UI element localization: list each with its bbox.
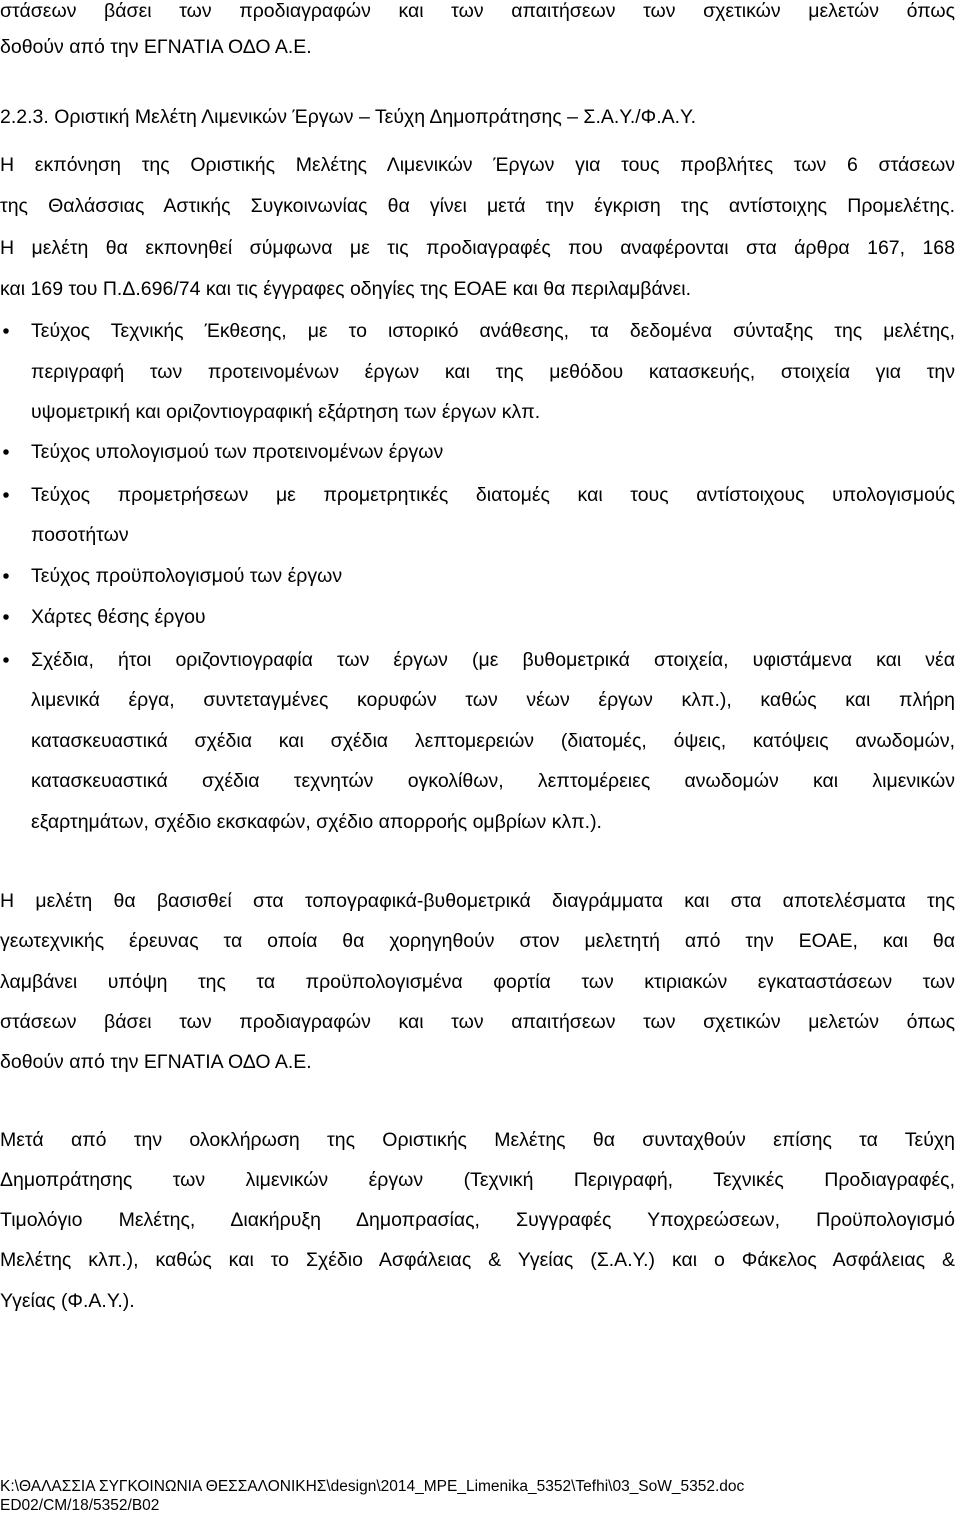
list-item: Σχέδια, ήτοι οριζοντιογραφία των έργων (με βυθομετρικά στοιχεία, υφιστάμενα και νέα	[31, 649, 955, 671]
list-item-cont: λιμενικά έργα, συντεταγμένες κορυφών των νέων έργων κλπ.), καθώς και πλήρη	[31, 689, 955, 711]
bullet-icon	[3, 614, 9, 620]
list-item: Τεύχος Τεχνικής Έκθεσης, με το ιστορικό ανάθεσης, τα δεδομένα σύνταξης της μελέτης,	[31, 320, 955, 342]
list-item-cont: εξαρτημάτων, σχέδιο εκσκαφών, σχέδιο απορροής ομβρίων κλπ.).	[31, 811, 602, 833]
list-item-cont: κατασκευαστικά σχέδια τεχνητών ογκολίθων, λεπτομέρειες ανωδομών και λιμενικών	[31, 770, 955, 792]
text-line: δοθούν από την ΕΓΝΑΤΙΑ ΟΔΟ Α.Ε.	[0, 1051, 312, 1073]
text-line: Τιμολόγιο Μελέτης, Διακήρυξη Δημοπρασίας, Συγγραφές Υποχρεώσεων, Προϋπολογισμό	[0, 1209, 955, 1231]
list-item-cont: υψομετρική και οριζοντιογραφική εξάρτηση των έργων κλπ.	[31, 401, 541, 423]
bullet-icon	[3, 328, 9, 334]
list-item-cont: ποσοτήτων	[31, 524, 129, 546]
text-line: στάσεων βάσει των προδιαγραφών και των απαιτήσεων των σχετικών μελετών όπως	[0, 0, 955, 22]
bullet-icon	[3, 449, 9, 455]
list-item: Τεύχος υπολογισμού των προτεινομένων έργων	[31, 441, 444, 463]
bullet-icon	[3, 573, 9, 579]
list-item: Τεύχος προμετρήσεων με προμετρητικές διατομές και τους αντίστοιχους υπολογισμούς	[31, 484, 955, 506]
text-line: Η εκπόνηση της Οριστικής Μελέτης Λιμενικών Έργων για τους προβλήτες των 6 στάσεων	[0, 154, 955, 176]
text-line: λαμβάνει υπόψη της τα προϋπολογισμένα φορτία των κτιριακών εγκαταστάσεων των	[0, 971, 955, 993]
text-line: Η μελέτη θα εκπονηθεί σύμφωνα με τις προδιαγραφές που αναφέρονται στα άρθρα 167, 168	[0, 237, 955, 259]
list-item-cont: κατασκευαστικά σχέδια και σχέδια λεπτομερειών (διατομές, όψεις, κατόψεις ανωδομών,	[31, 730, 955, 752]
text-line: Δημοπράτησης των λιμενικών έργων (Τεχνική Περιγραφή, Τεχνικές Προδιαγραφές,	[0, 1169, 955, 1191]
footer-file-path: K:\ΘΑΛΑΣΣΙΑ ΣΥΓΚΟΙΝΩΝΙΑ ΘΕΣΣΑΛΟΝΙΚΗΣ\design\2014_ΜΡΕ_Limenika_5352\Tefhi\03_SoW_5352.doc	[0, 1478, 745, 1495]
section-heading: 2.2.3. Οριστική Μελέτη Λιμενικών Έργων – Τεύχη Δημοπράτησης – Σ.Α.Υ./Φ.Α.Υ.	[0, 106, 696, 128]
text-line: Μετά από την ολοκλήρωση της Οριστικής Μελέτης θα συνταχθούν επίσης τα Τεύχη	[0, 1129, 955, 1151]
list-item: Χάρτες θέσης έργου	[31, 606, 206, 628]
bullet-icon	[3, 657, 9, 663]
text-line: στάσεων βάσει των προδιαγραφών και των απαιτήσεων των σχετικών μελετών όπως	[0, 1011, 955, 1033]
text-line: της Θαλάσσιας Αστικής Συγκοινωνίας θα γίνει μετά την έγκριση της αντίστοιχης Προμελέτης.	[0, 195, 955, 217]
text-line: και 169 του Π.Δ.696/74 και τις έγγραφες οδηγίες της ΕΟΑΕ και θα περιλαμβάνει.	[0, 278, 691, 300]
text-line: Μελέτης κλπ.), καθώς και το Σχέδιο Ασφάλειας & Υγείας (Σ.Α.Υ.) και ο Φάκελος Ασφάλειας &	[0, 1249, 955, 1271]
text-line: Η μελέτη θα βασισθεί στα τοπογραφικά-βυθομετρικά διαγράμματα και στα αποτελέσματα της	[0, 890, 955, 912]
list-item: Τεύχος προϋπολογισμού των έργων	[31, 565, 343, 587]
footer-document-code: ED02/CM/18/5352/B02	[0, 1497, 160, 1514]
list-item-cont: περιγραφή των προτεινομένων έργων και της μεθόδου κατασκευής, στοιχεία για την	[31, 361, 955, 383]
text-line: Υγείας (Φ.Α.Υ.).	[0, 1290, 135, 1312]
bullet-icon	[3, 492, 9, 498]
text-line: δοθούν από την ΕΓΝΑΤΙΑ ΟΔΟ Α.Ε.	[0, 36, 312, 58]
text-line: γεωτεχνικής έρευνας τα οποία θα χορηγηθούν στον μελετητή από την ΕΟΑΕ, και θα	[0, 930, 955, 952]
